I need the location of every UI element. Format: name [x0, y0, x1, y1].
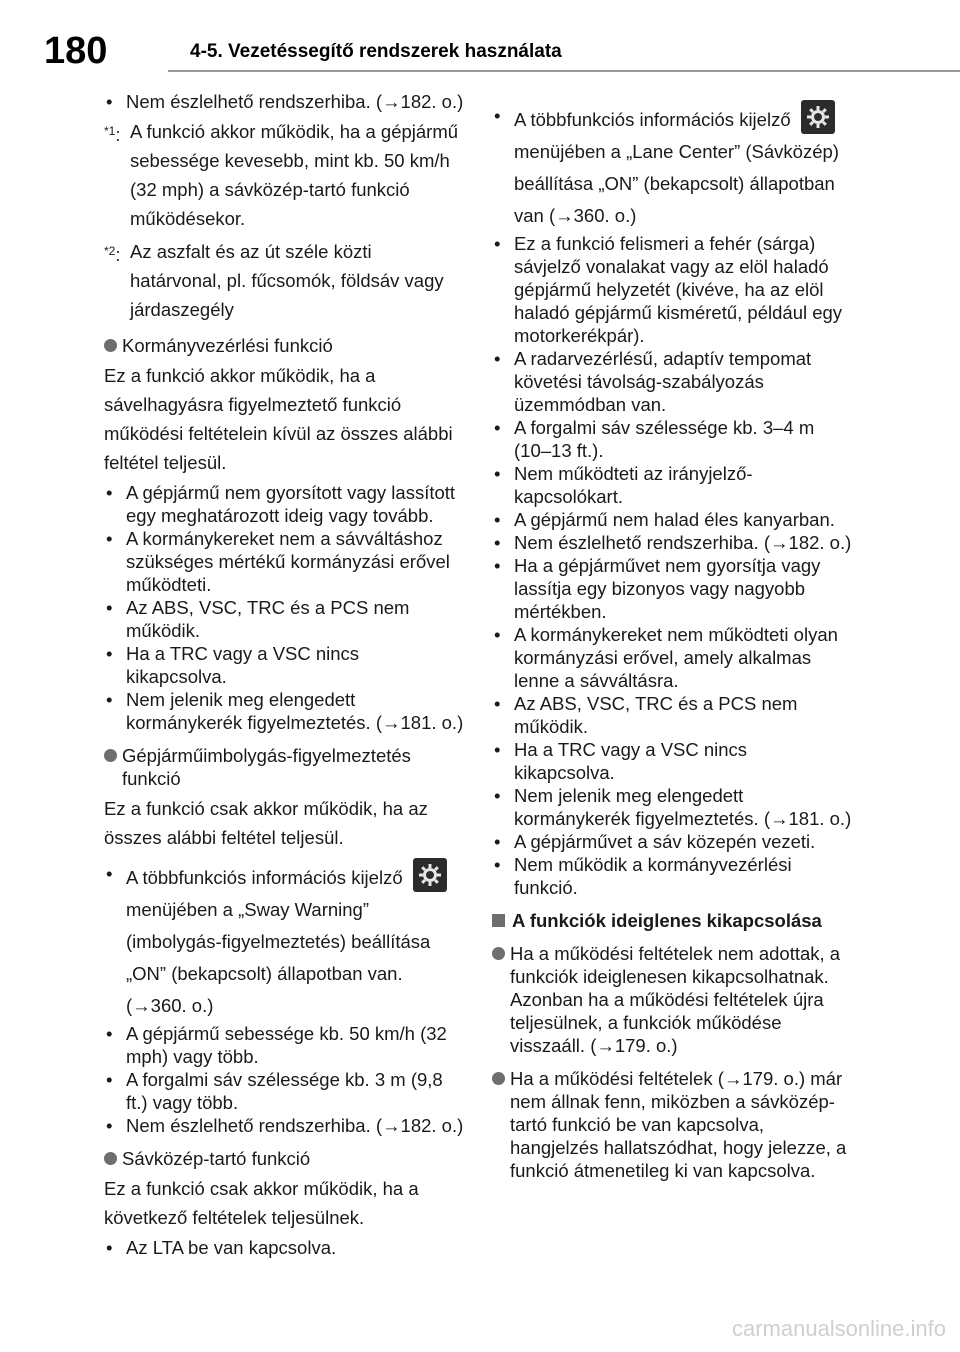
bullet-item: • Nem jelenik meg elengedett kormánykerék figyelmeztetés. (→181. o.) — [104, 688, 464, 734]
bullet-item: • Nem észlelhető rendszerhiba. (→182. o.) — [492, 531, 852, 554]
bullet-item: • Az ABS, VSC, TRC és a PCS nem működik. — [492, 692, 852, 738]
bullet-item: • A forgalmi sáv szélessége kb. 3–4 m (10–13 ft.). — [492, 416, 852, 462]
circle-bullet-icon — [492, 947, 505, 960]
bullet-item: • Nem működik a kormányvezérlési funkció. — [492, 853, 852, 899]
paragraph: Ez a funkció akkor működik, ha a sávelhagyásra figyelmeztető funkció működési feltételein kívül az összes alábbi feltétel teljesül. — [104, 365, 453, 473]
bullet-item: • A többfunkciós információs kijelző menüjében a „Lane Center” (Sávközép) beállítása „ON” (bekapcsolt) állapotban van (→360. o.) — [492, 100, 852, 232]
bullet-item: • Nem működteti az irányjelző-kapcsolókart. — [492, 462, 852, 508]
bullet-item: • Ha a gépjárművet nem gyorsítja vagy lassítja egy bizonyos vagy nagyobb mértékben. — [492, 554, 852, 623]
bullet-item: • A gépjárművet a sáv közepén vezeti. — [492, 830, 852, 853]
header-rule — [168, 70, 960, 72]
bullet-item: • Ha a TRC vagy a VSC nincs kikapcsolva. — [492, 738, 852, 784]
bullet-item: • Nem észlelhető rendszerhiba. (→182. o.) — [104, 90, 464, 113]
section-heading: A funkciók ideiglenes kikapcsolása — [492, 909, 852, 932]
circle-bullet-icon — [104, 749, 117, 762]
page-number: 180 — [44, 30, 108, 72]
bullet-item: • A többfunkciós információs kijelző menüjében a „Sway Warning” (imbolygás-figyelmeztetés) beállítása „ON” (bekapcsolt) állapotban van. (→360. o.) — [104, 858, 464, 1022]
footnote-2 — [104, 237, 464, 324]
left-column — [104, 90, 464, 1259]
gear-icon — [801, 100, 835, 134]
bullet-item: • A forgalmi sáv szélessége kb. 3 m (9,8 ft.) vagy több. — [104, 1068, 464, 1114]
bullet-item: • A radarvezérlésű, adaptív tempomat követési távolság-szabályozás üzemmódban van. — [492, 347, 852, 416]
circle-bullet-icon — [104, 1152, 117, 1165]
footnote-mark: $^{*1}$: — [104, 124, 121, 145]
bullet-item: • Az LTA be van kapcsolva. — [104, 1236, 464, 1259]
bullet-item: • A kormánykereket nem működteti olyan kormányzási erővel, amely alkalmas lenne a sávváltásra. — [492, 623, 852, 692]
bullet-item: • Az ABS, VSC, TRC és a PCS nem működik. — [104, 596, 464, 642]
footnote-mark: $^{*2}$: — [104, 244, 121, 265]
subheading-lane-center: Sávközép-tartó funkció — [104, 1147, 464, 1170]
section-title: 4-5. Vezetéssegítő rendszerek használata — [190, 41, 562, 62]
circle-bullet-icon — [492, 1072, 505, 1085]
circle-bullet-icon — [104, 339, 117, 352]
footnote-text: Az aszfalt és az út széle közti határvonal, pl. fűcsomók, földsáv vagy járdaszegély — [130, 241, 444, 320]
bullet-item: • A kormánykereket nem a sávváltáshoz szükséges mértékű kormányzási erővel működteti. — [104, 527, 464, 596]
footnote-text: A funkció akkor működik, ha a gépjármű sebessége kevesebb, mint kb. 50 km/h (32 mph) a sávközép-tartó funkció működésekor. — [130, 121, 459, 229]
circle-item: Ha a működési feltételek (→179. o.) már nem állnak fenn, miközben a sávközép-tartó funkció be van kapcsolva, hangjelzés hallatszódhat, hogy jelezze, a funkció átmenetileg ki van kapcsolva. — [492, 1067, 852, 1182]
bullet-item: • Nem észlelhető rendszerhiba. (→182. o.) — [104, 1114, 464, 1137]
gear-icon — [413, 858, 447, 892]
bullet-item: • A gépjármű nem gyorsított vagy lassított egy meghatározott ideig vagy tovább. — [104, 481, 464, 527]
circle-item: Ha a működési feltételek nem adottak, a funkciók ideiglenesen kikapcsolhatnak. Azonban ha a működési feltételek újra teljesülnek, a funkciók működése visszaáll. (→179. o.) — [492, 942, 852, 1057]
square-bullet-icon — [492, 914, 505, 927]
bullet-item: • Nem jelenik meg elengedett kormánykerék figyelmeztetés. (→181. o.) — [492, 784, 852, 830]
footnote-1 — [104, 117, 464, 233]
subheading-steering: Kormányvezérlési funkció — [104, 334, 464, 357]
page-header — [0, 0, 960, 86]
paragraph: Ez a funkció csak akkor működik, ha az összes alábbi feltétel teljesül. — [104, 798, 428, 848]
watermark: carmanualsonline.info — [731, 1316, 946, 1341]
subheading-sway: Gépjárműimbolygás-figyelmeztetés funkció — [104, 744, 464, 790]
bullet-item: • Ha a TRC vagy a VSC nincs kikapcsolva. — [104, 642, 464, 688]
right-column — [492, 90, 852, 1182]
paragraph: Ez a funkció csak akkor működik, ha a következő feltételek teljesülnek. — [104, 1178, 419, 1228]
bullet-item: • A gépjármű nem halad éles kanyarban. — [492, 508, 852, 531]
bullet-item: • Ez a funkció felismeri a fehér (sárga) sávjelző vonalakat vagy az elöl haladó gépjármű helyzetét (kivéve, ha az elöl haladó gépjármű kisméretű, például egy motorkerékpár). — [492, 232, 852, 347]
bullet-item: • A gépjármű sebessége kb. 50 km/h (32 mph) vagy több. — [104, 1022, 464, 1068]
